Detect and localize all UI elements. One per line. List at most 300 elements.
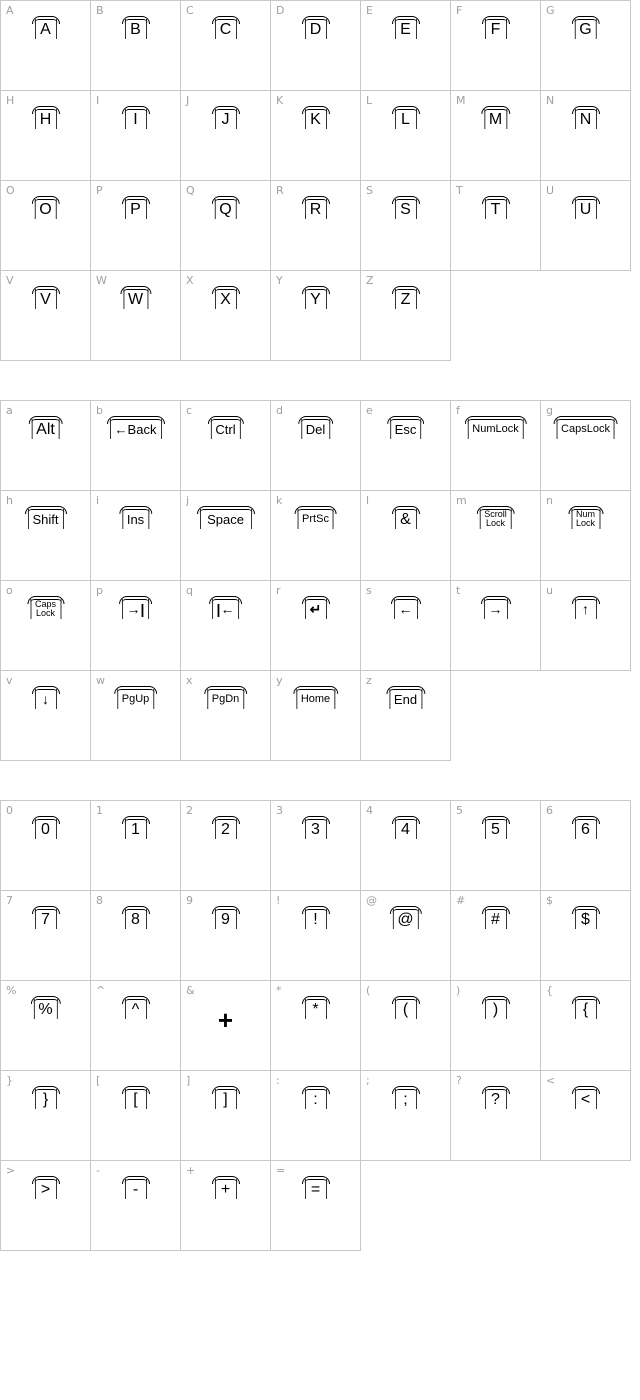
glyph-cell	[270, 580, 361, 671]
glyph-cell-label: $	[546, 894, 553, 907]
glyph-preview	[575, 819, 597, 839]
keycap-glyph: +	[215, 1179, 237, 1199]
glyph-cell	[270, 400, 361, 491]
glyph-cell-label: B	[96, 4, 104, 17]
glyph-cell-label: ;	[366, 1074, 370, 1087]
glyph-cell-label: l	[366, 494, 370, 507]
glyph-cell	[540, 90, 631, 181]
keycap-glyph: (	[395, 999, 417, 1019]
glyph-cell-label: i	[96, 494, 100, 507]
keycap-glyph: $	[575, 909, 597, 929]
glyph-preview	[215, 19, 237, 39]
glyph-cell	[180, 0, 271, 91]
glyph-cell	[360, 890, 451, 981]
glyph-preview	[574, 19, 596, 39]
glyph-preview	[575, 1089, 597, 1109]
keycap-glyph: I	[125, 109, 147, 129]
keycap-glyph: >	[35, 1179, 57, 1199]
glyph-cell-label: K	[276, 94, 284, 107]
symbol-glyph-grid	[0, 800, 630, 1250]
glyph-cell	[180, 90, 271, 181]
glyph-preview	[125, 1179, 147, 1199]
glyph-cell	[180, 890, 271, 981]
glyph-cell	[0, 180, 91, 271]
glyph-cell	[0, 1070, 91, 1161]
keycap-glyph: 1	[125, 819, 147, 839]
glyph-cell-label: F	[456, 4, 463, 17]
glyph-cell	[360, 90, 451, 181]
glyph-preview	[305, 109, 327, 129]
glyph-preview	[296, 689, 335, 709]
glyph-cell-label: !	[276, 894, 281, 907]
glyph-cell	[90, 270, 181, 361]
glyph-cell	[360, 270, 451, 361]
glyph-preview	[34, 199, 56, 219]
glyph-cell-label: j	[186, 494, 190, 507]
glyph-preview	[395, 199, 417, 219]
keycap-glyph: NumLock	[467, 419, 523, 439]
glyph-preview	[485, 999, 507, 1019]
glyph-preview	[215, 909, 237, 929]
glyph-cell-label: 4	[366, 804, 373, 817]
keycap-glyph: #	[485, 909, 507, 929]
glyph-preview	[218, 1007, 233, 1033]
keycap-glyph: 2	[215, 819, 237, 839]
glyph-preview	[123, 289, 148, 309]
glyph-cell-label: G	[546, 4, 555, 17]
glyph-cell	[180, 490, 271, 581]
keycap-glyph: =	[305, 1179, 327, 1199]
glyph-cell-label: @	[366, 894, 377, 907]
glyph-preview	[215, 819, 237, 839]
glyph-preview	[125, 819, 147, 839]
glyph-cell-label: P	[96, 184, 103, 197]
glyph-cell	[90, 490, 181, 581]
glyph-cell-label: 3	[276, 804, 283, 817]
glyph-cell	[180, 400, 271, 491]
keycap-glyph: C	[215, 19, 237, 39]
glyph-cell	[90, 1160, 181, 1251]
glyph-cell	[0, 400, 91, 491]
glyph-cell	[180, 270, 271, 361]
keycap-glyph: 0	[35, 819, 57, 839]
glyph-cell	[0, 580, 91, 671]
glyph-cell	[540, 490, 631, 581]
keycap-glyph: ;	[395, 1089, 417, 1109]
glyph-cell	[180, 180, 271, 271]
glyph-preview	[125, 199, 147, 219]
glyph-cell-label: Z	[366, 274, 374, 287]
keycap-glyph: →	[484, 599, 508, 619]
glyph-preview	[27, 509, 63, 529]
glyph-cell-label: =	[276, 1164, 286, 1177]
glyph-preview	[301, 419, 331, 439]
glyph-cell	[0, 1160, 91, 1251]
glyph-cell-label: :	[276, 1074, 280, 1087]
glyph-cell-label: )	[456, 984, 461, 997]
glyph-preview	[305, 1089, 327, 1109]
glyph-preview	[214, 199, 236, 219]
glyph-preview	[575, 999, 597, 1019]
keycap-glyph: }	[35, 1089, 57, 1109]
glyph-cell-label: L	[366, 94, 373, 107]
keycap-glyph: T	[485, 199, 507, 219]
glyph-preview	[395, 509, 417, 529]
glyph-preview	[33, 999, 57, 1019]
glyph-cell	[90, 580, 181, 671]
keycap-glyph: &	[395, 509, 417, 529]
glyph-cell-label: o	[6, 584, 13, 597]
glyph-cell-label: m	[456, 494, 467, 507]
glyph-preview	[485, 1089, 507, 1109]
keycap-glyph: M	[484, 109, 507, 129]
glyph-preview	[394, 599, 418, 619]
glyph-cell	[270, 670, 361, 761]
keycap-glyph: S	[395, 199, 417, 219]
keycap-glyph: %	[33, 999, 57, 1019]
glyph-cell-label: Q	[186, 184, 195, 197]
glyph-cell-label: p	[96, 584, 103, 597]
glyph-cell-label: Y	[276, 274, 283, 287]
glyph-cell-label: (	[366, 984, 371, 997]
glyph-cell	[0, 890, 91, 981]
glyph-cell	[180, 580, 271, 671]
glyph-cell	[0, 0, 91, 91]
keycap-glyph: Alt	[31, 419, 60, 439]
glyph-preview	[35, 1179, 57, 1199]
glyph-preview	[305, 999, 327, 1019]
glyph-cell-label: 9	[186, 894, 193, 907]
glyph-cell-label: W	[96, 274, 107, 287]
glyph-preview	[30, 599, 61, 619]
keycap-glyph: A	[35, 19, 57, 39]
glyph-cell-label: [	[96, 1074, 101, 1087]
glyph-cell-label: 0	[6, 804, 13, 817]
keycap-glyph: N	[575, 109, 597, 129]
keycap-glyph: E	[395, 19, 417, 39]
keycap-glyph: ↑	[575, 599, 597, 619]
glyph-preview	[200, 509, 252, 529]
glyph-preview	[110, 419, 162, 439]
keycap-glyph: Scroll Lock	[479, 509, 512, 529]
glyph-cell	[270, 490, 361, 581]
glyph-cell-label: 2	[186, 804, 193, 817]
glyph-cell	[540, 580, 631, 671]
glyph-cell	[540, 890, 631, 981]
glyph-cell-label: ]	[186, 1074, 191, 1087]
glyph-cell-label: b	[96, 404, 103, 417]
glyph-preview	[125, 19, 147, 39]
keycap-glyph: ^	[125, 999, 147, 1019]
glyph-cell	[0, 980, 91, 1071]
glyph-cell-label: }	[6, 1074, 13, 1087]
keycap-glyph: L	[395, 109, 417, 129]
keycap-glyph: B	[125, 19, 147, 39]
keycap-glyph: Space	[200, 509, 252, 529]
glyph-cell-label: w	[96, 674, 105, 687]
glyph-cell	[270, 1070, 361, 1161]
keycap-glyph: Num Lock	[571, 509, 600, 529]
glyph-preview	[297, 509, 334, 529]
glyph-cell-label: 5	[456, 804, 463, 817]
glyph-cell	[90, 980, 181, 1071]
glyph-preview	[215, 109, 237, 129]
keycap-glyph: Shift	[27, 509, 63, 529]
keycap-glyph: X	[215, 289, 237, 309]
glyph-cell	[450, 890, 541, 981]
glyph-preview	[575, 109, 597, 129]
glyph-cell-label: ^	[96, 984, 106, 997]
glyph-preview	[35, 109, 57, 129]
glyph-cell	[360, 1070, 451, 1161]
glyph-cell	[180, 800, 271, 891]
glyph-cell	[90, 890, 181, 981]
glyph-preview	[395, 19, 417, 39]
glyph-cell-label: U	[546, 184, 555, 197]
glyph-preview	[125, 999, 147, 1019]
glyph-preview	[305, 909, 327, 929]
keycap-glyph: PgUp	[117, 689, 155, 709]
glyph-cell	[90, 90, 181, 181]
glyph-cell-label: f	[456, 404, 460, 417]
glyph-preview	[35, 19, 57, 39]
glyph-preview	[215, 1179, 237, 1199]
keycap-glyph: +	[217, 1005, 234, 1035]
keycap-glyph: Q	[214, 199, 236, 219]
glyph-cell	[270, 90, 361, 181]
glyph-preview	[35, 289, 57, 309]
glyph-cell-label: z	[366, 674, 372, 687]
keycap-glyph: V	[35, 289, 57, 309]
keycap-glyph: CapsLock	[556, 419, 615, 439]
glyph-preview	[305, 599, 327, 619]
glyph-preview	[305, 289, 327, 309]
glyph-cell-label: E	[366, 4, 373, 17]
glyph-cell	[0, 670, 91, 761]
glyph-preview	[125, 109, 147, 129]
glyph-cell-label: u	[546, 584, 553, 597]
keycap-glyph: @	[392, 909, 418, 929]
glyph-preview	[485, 199, 507, 219]
glyph-cell	[0, 490, 91, 581]
keycap-glyph: |←	[212, 599, 240, 619]
glyph-cell-label: s	[366, 584, 372, 597]
glyph-cell-label: X	[186, 274, 194, 287]
glyph-cell-label: n	[546, 494, 553, 507]
glyph-preview	[575, 199, 597, 219]
glyph-preview	[122, 509, 149, 529]
glyph-cell-label: c	[186, 404, 193, 417]
glyph-cell	[180, 980, 271, 1071]
glyph-preview	[117, 689, 155, 709]
keycap-glyph: ↓	[35, 689, 57, 709]
glyph-cell-label: D	[276, 4, 285, 17]
glyph-cell	[360, 980, 451, 1071]
glyph-preview	[485, 19, 507, 39]
glyph-preview	[571, 509, 600, 529]
glyph-cell-label: <	[546, 1074, 556, 1087]
glyph-preview	[467, 419, 523, 439]
glyph-cell-label: C	[186, 4, 194, 17]
glyph-cell	[450, 980, 541, 1071]
glyph-cell	[180, 670, 271, 761]
glyph-cell-label: a	[6, 404, 13, 417]
glyph-cell	[450, 0, 541, 91]
glyph-cell-label: &	[186, 984, 195, 997]
glyph-cell	[270, 980, 361, 1071]
glyph-cell-label: %	[6, 984, 17, 997]
glyph-preview	[392, 909, 418, 929]
keycap-glyph: [	[125, 1089, 147, 1109]
glyph-cell	[270, 800, 361, 891]
glyph-cell-label: 1	[96, 804, 103, 817]
glyph-preview	[390, 419, 422, 439]
glyph-cell-label: h	[6, 494, 13, 507]
keycap-glyph: *	[305, 999, 327, 1019]
glyph-preview	[575, 599, 597, 619]
glyph-cell-label: d	[276, 404, 283, 417]
keycap-glyph: Ins	[122, 509, 149, 529]
keycap-glyph: 3	[305, 819, 327, 839]
glyph-cell-label: M	[456, 94, 466, 107]
keycap-glyph: PgDn	[207, 689, 245, 709]
glyph-preview	[484, 109, 507, 129]
keycap-glyph: End	[389, 689, 422, 709]
glyph-cell-label: -	[96, 1164, 100, 1177]
glyph-cell-label: ?	[456, 1074, 462, 1087]
glyph-cell	[450, 490, 541, 581]
glyph-cell-label: t	[456, 584, 461, 597]
glyph-cell	[450, 800, 541, 891]
keycap-glyph: PrtSc	[297, 509, 334, 529]
keycap-glyph: Esc	[390, 419, 422, 439]
keycap-glyph: ]	[215, 1089, 237, 1109]
keycap-glyph: ←Back	[110, 419, 162, 439]
glyph-cell-label: y	[276, 674, 283, 687]
keycap-glyph: )	[485, 999, 507, 1019]
glyph-cell-label: A	[6, 4, 14, 17]
glyph-cell-label: R	[276, 184, 284, 197]
keycap-glyph: 6	[575, 819, 597, 839]
keycap-glyph: O	[34, 199, 56, 219]
keycap-glyph: Caps Lock	[30, 599, 61, 619]
glyph-cell-label: O	[6, 184, 15, 197]
glyph-cell	[0, 90, 91, 181]
glyph-cell	[360, 400, 451, 491]
keycap-glyph: D	[305, 19, 327, 39]
glyph-preview	[125, 909, 147, 929]
glyph-cell	[270, 1160, 361, 1251]
glyph-cell	[180, 1070, 271, 1161]
glyph-preview	[556, 419, 615, 439]
keycap-glyph: P	[125, 199, 147, 219]
keycap-glyph: K	[305, 109, 327, 129]
uppercase-glyph-grid	[0, 0, 630, 360]
keycap-glyph: 4	[395, 819, 417, 839]
glyph-preview	[35, 689, 57, 709]
keycap-glyph: <	[575, 1089, 597, 1109]
glyph-cell	[90, 1070, 181, 1161]
keycap-glyph: U	[575, 199, 597, 219]
glyph-preview	[485, 819, 507, 839]
keycap-glyph: ?	[485, 1089, 507, 1109]
keycap-glyph: →|	[122, 599, 150, 619]
keycap-glyph: ↵	[305, 599, 327, 619]
glyph-cell	[360, 800, 451, 891]
keycap-glyph: 8	[125, 909, 147, 929]
glyph-cell	[90, 670, 181, 761]
glyph-preview	[210, 419, 240, 439]
keycap-glyph: R	[305, 199, 327, 219]
keycap-glyph: -	[125, 1179, 147, 1199]
glyph-preview	[207, 689, 245, 709]
glyph-cell-label: S	[366, 184, 373, 197]
glyph-cell-label: r	[276, 584, 281, 597]
glyph-cell-label: >	[6, 1164, 16, 1177]
glyph-preview	[395, 1089, 417, 1109]
glyph-cell	[540, 980, 631, 1071]
glyph-cell-label: N	[546, 94, 555, 107]
glyph-cell	[90, 800, 181, 891]
glyph-cell	[540, 400, 631, 491]
keycap-glyph: {	[575, 999, 597, 1019]
keycap-glyph: G	[574, 19, 596, 39]
keycap-glyph: Z	[395, 289, 417, 309]
keycap-glyph: :	[305, 1089, 327, 1109]
glyph-preview	[575, 909, 597, 929]
glyph-preview	[305, 1179, 327, 1199]
keycap-glyph: !	[305, 909, 327, 929]
glyph-cell-label: T	[456, 184, 463, 197]
glyph-preview	[35, 909, 57, 929]
keycap-glyph: Y	[305, 289, 327, 309]
keycap-glyph: J	[215, 109, 237, 129]
glyph-cell	[540, 0, 631, 91]
glyph-cell-label: x	[186, 674, 193, 687]
glyph-preview	[122, 599, 150, 619]
glyph-cell-label: +	[186, 1164, 196, 1177]
glyph-cell	[450, 1070, 541, 1161]
glyph-preview	[395, 109, 417, 129]
glyph-cell	[540, 1070, 631, 1161]
glyph-cell-label: J	[186, 94, 190, 107]
glyph-preview	[35, 1089, 57, 1109]
glyph-cell	[90, 180, 181, 271]
glyph-cell	[360, 0, 451, 91]
glyph-preview	[305, 19, 327, 39]
glyph-cell	[270, 270, 361, 361]
glyph-cell	[180, 1160, 271, 1251]
glyph-cell	[270, 890, 361, 981]
glyph-preview	[35, 819, 57, 839]
glyph-cell	[0, 270, 91, 361]
glyph-cell-label: 6	[546, 804, 553, 817]
glyph-preview	[395, 999, 417, 1019]
glyph-cell-label: I	[96, 94, 100, 107]
glyph-cell-label: e	[366, 404, 373, 417]
glyph-cell-label: 8	[96, 894, 103, 907]
keycap-glyph: 5	[485, 819, 507, 839]
glyph-cell	[360, 180, 451, 271]
glyph-cell	[90, 400, 181, 491]
glyph-preview	[125, 1089, 147, 1109]
keycap-glyph: F	[485, 19, 507, 39]
glyph-cell-label: V	[6, 274, 14, 287]
glyph-preview	[395, 289, 417, 309]
glyph-cell-label: *	[276, 984, 282, 997]
glyph-preview	[31, 419, 60, 439]
glyph-preview	[215, 1089, 237, 1109]
